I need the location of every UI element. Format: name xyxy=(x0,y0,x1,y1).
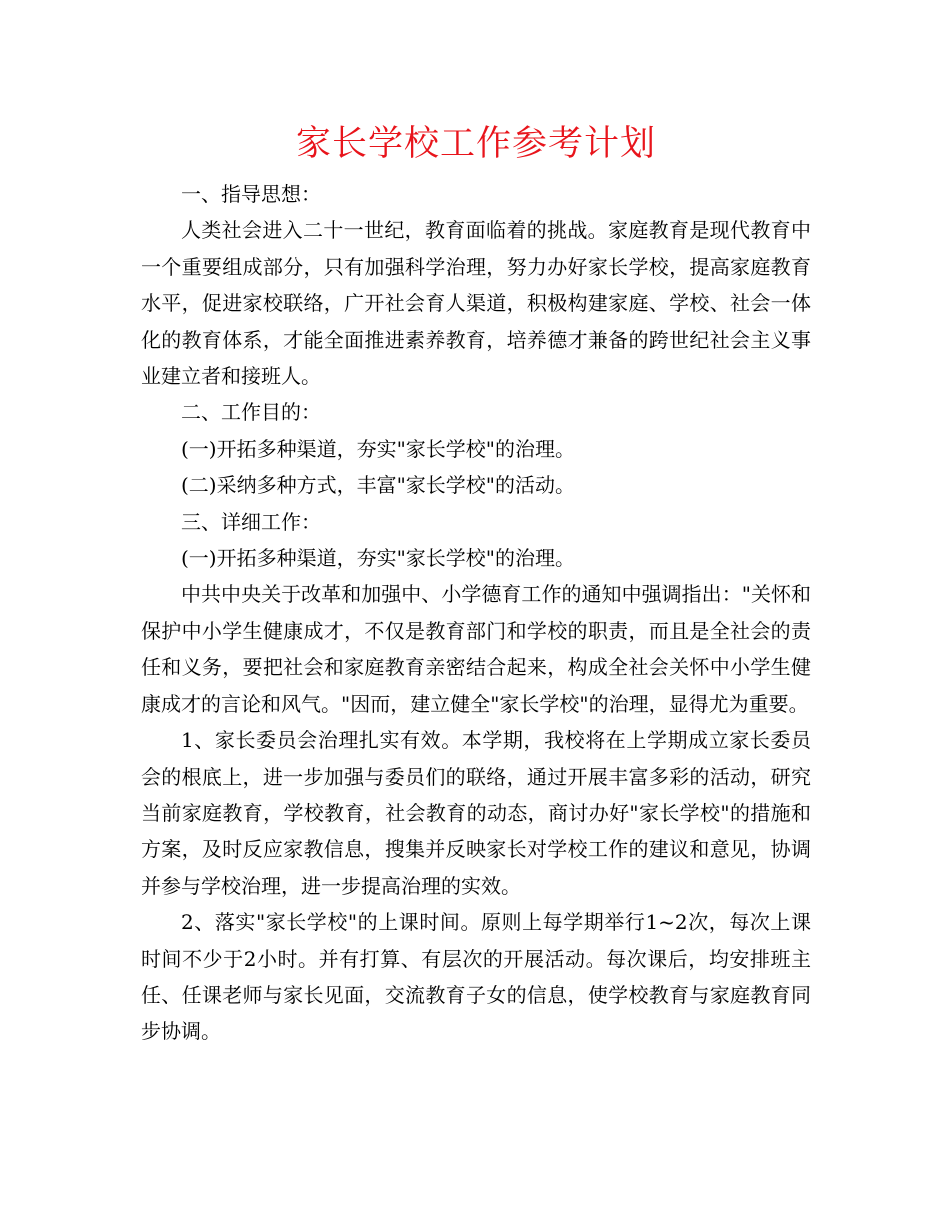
subsection-heading-1: (一)开拓多种渠道，夯实"家长学校"的治理。 xyxy=(181,546,576,571)
paragraph-guiding-ideology-body: 人类社会进入二十一世纪，教育面临着的挑战。家庭教育是现代教育中一个重要组成部分，只有加强科学治理，努力办好家长学校，提高家庭教育水平，促进家校联络，广开社会育人渠道，积极构建家庭、学校、社会一体化的教育体系，才能全面推进素养教育，培养德才兼备的跨世纪社会主义事业建立者和接班人。 xyxy=(141,218,811,389)
document-title: 家长学校工作参考计划 xyxy=(295,124,656,164)
paragraph-central-notice: 中共中央关于改革和加强中、小学德育工作的通知中强调指出："关怀和保护中小学生健康成才，不仅是教育部门和学校的职责，而且是全社会的责任和义务，要把社会和家庭教育亲密结合起来，构成全社会关怀中小学生健康成才的言论和风气。"因而，建立健全"家长学校"的治理，显得尤为重要。 xyxy=(141,582,811,716)
document-page xyxy=(141,118,811,1050)
goal-item-1: (一)开拓多种渠道，夯实"家长学校"的治理。 xyxy=(181,436,576,461)
section-heading-detailed-work: 三、详细工作： xyxy=(181,509,321,534)
section-heading-guiding-ideology: 一、指导思想： xyxy=(181,182,321,206)
section-heading-work-goals: 二、工作目的： xyxy=(181,400,321,425)
paragraph-class-schedule: 2、落实"家长学校"的上课时间。原则上每学期举行1~2次，每次上课时间不少于2小时。并有打算、有层次的开展活动。每次课后，均安排班主任、任课老师与家长见面，交流教育子女的信息，使学校教育与家庭教育同步协调。 xyxy=(141,910,811,1044)
paragraph-parent-committee: 1、家长委员会治理扎实有效。本学期，我校将在上学期成立家长委员会的根底上，进一步加强与委员们的联络，通过开展丰富多彩的活动，研究当前家庭教育，学校教育，社会教育的动态，商讨办好"家长学校"的措施和方案，及时反应家教信息，搜集并反映家长对学校工作的建议和意见，协调并参与学校治理，进一步提高治理的实效。 xyxy=(141,728,811,898)
goal-item-2: (二)采纳多种方式，丰富"家长学校"的活动。 xyxy=(181,473,576,498)
